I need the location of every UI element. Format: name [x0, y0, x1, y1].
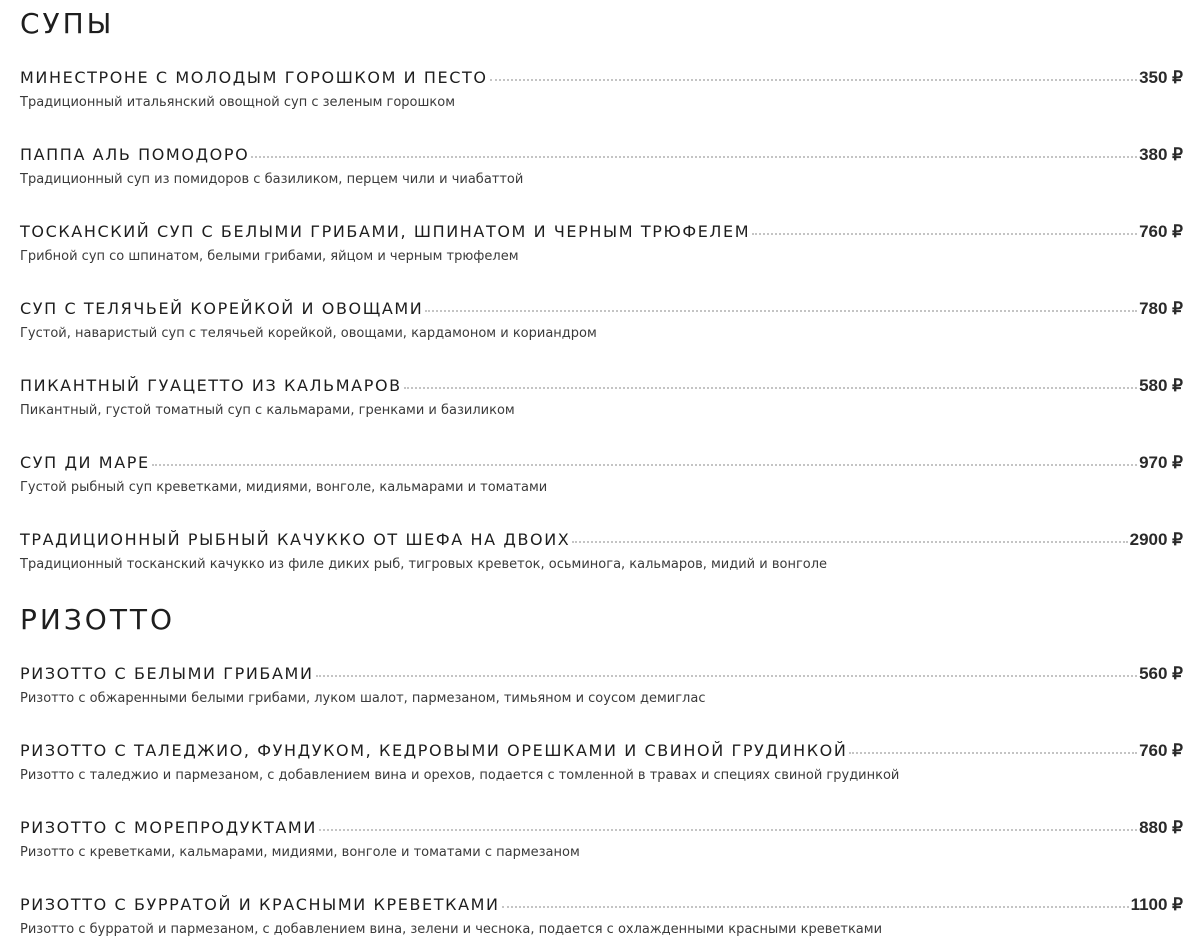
dot-leader	[572, 540, 1127, 543]
menu-item-row	[20, 453, 1183, 477]
menu-item-row	[20, 741, 1183, 765]
dot-leader	[502, 905, 1129, 908]
menu-item	[20, 376, 1183, 426]
menu-item-name: РИЗОТТО С БЕЛЫМИ ГРИБАМИ	[20, 664, 314, 683]
menu-item-name: РИЗОТТО С МОРЕПРОДУКТАМИ	[20, 818, 317, 837]
dot-leader	[425, 309, 1137, 312]
menu-item-name: СУП С ТЕЛЯЧЬЕЙ КОРЕЙКОЙ И ОВОЩАМИ	[20, 299, 424, 318]
dot-leader	[490, 78, 1137, 81]
menu-item	[20, 222, 1183, 272]
menu-item-price: 760 ₽	[1139, 222, 1183, 241]
menu-item	[20, 818, 1183, 868]
menu-item-description: Грибной суп со шпинатом, белыми грибами, яйцом и черным трюфелем	[20, 249, 519, 264]
menu-item-row	[20, 818, 1183, 842]
menu-item-description: Густой рыбный суп креветками, мидиями, вонголе, кальмарами и томатами	[20, 480, 548, 495]
menu-item	[20, 453, 1183, 503]
menu-item	[20, 299, 1183, 349]
dot-leader	[251, 155, 1137, 158]
menu-item-price: 580 ₽	[1139, 376, 1183, 395]
menu-item	[20, 741, 1183, 791]
menu-item	[20, 530, 1183, 580]
dot-leader	[316, 674, 1138, 677]
menu-item	[20, 895, 1183, 945]
menu-item-description: Ризотто с обжаренными белыми грибами, луком шалот, пармезаном, тимьяном и соусом демиглас	[20, 691, 706, 706]
menu-item	[20, 145, 1183, 195]
menu-item-description: Традиционный тосканский качукко из филе диких рыб, тигровых креветок, осьминога, кальмаров, мидий и вонголе	[20, 557, 828, 572]
menu-item-row	[20, 664, 1183, 688]
menu-item-name: ТРАДИЦИОННЫЙ РЫБНЫЙ КАЧУККО ОТ ШЕФА НА ДВОИХ	[20, 530, 571, 549]
section-title-risotto: РИЗОТТО	[20, 603, 176, 636]
dot-leader	[752, 232, 1137, 235]
menu-item-price: 350 ₽	[1139, 68, 1183, 87]
menu-item-description: Густой, наваристый суп с телячьей корейкой, овощами, кардамоном и кориандром	[20, 326, 597, 341]
menu-item-name: РИЗОТТО С БУРРАТОЙ И КРАСНЫМИ КРЕВЕТКАМИ	[20, 895, 500, 914]
menu-item-description: Ризотто с бурратой и пармезаном, с добавлением вина, зелени и чеснока, подается с охлажденными красными креветками	[20, 922, 883, 937]
menu-item	[20, 68, 1183, 118]
menu-item-price: 560 ₽	[1139, 664, 1183, 683]
menu-item-description: Традиционный суп из помидоров с базиликом, перцем чили и чиабаттой	[20, 172, 524, 187]
menu-item-description: Ризотто с таледжио и пармезаном, с добавлением вина и орехов, подается с томленной в травах и специях свиной грудинкой	[20, 768, 900, 783]
menu-item-name: СУП ДИ МАРЕ	[20, 453, 150, 472]
menu-item-name: РИЗОТТО С ТАЛЕДЖИО, ФУНДУКОМ, КЕДРОВЫМИ ОРЕШКАМИ И СВИНОЙ ГРУДИНКОЙ	[20, 741, 848, 760]
menu-item-description: Ризотто с креветками, кальмарами, мидиями, вонголе и томатами с пармезаном	[20, 845, 580, 860]
menu-item-price: 1100 ₽	[1130, 895, 1183, 914]
menu-item-row	[20, 299, 1183, 323]
menu-item-row	[20, 895, 1183, 919]
menu-item-price: 880 ₽	[1139, 818, 1183, 837]
menu-item-price: 970 ₽	[1139, 453, 1183, 472]
menu-item-description: Традиционный итальянский овощной суп с зеленым горошком	[20, 95, 456, 110]
dot-leader	[404, 386, 1137, 389]
menu-item-price: 780 ₽	[1139, 299, 1183, 318]
menu-item-row	[20, 222, 1183, 246]
menu-item	[20, 664, 1183, 714]
menu-item-name: МИНЕСТРОНЕ С МОЛОДЫМ ГОРОШКОМ И ПЕСТО	[20, 68, 488, 87]
dot-leader	[319, 828, 1137, 831]
dot-leader	[152, 463, 1137, 466]
menu-item-row	[20, 376, 1183, 400]
menu-item-description: Пикантный, густой томатный суп с кальмарами, гренками и базиликом	[20, 403, 515, 418]
menu-item-name: ТОСКАНСКИЙ СУП С БЕЛЫМИ ГРИБАМИ, ШПИНАТОМ И ЧЕРНЫМ ТРЮФЕЛЕМ	[20, 222, 751, 241]
menu-item-name: ПИКАНТНЫЙ ГУАЦЕТТО ИЗ КАЛЬМАРОВ	[20, 376, 402, 395]
menu-item-row	[20, 68, 1183, 92]
section-title-soups: СУПЫ	[20, 7, 115, 40]
menu-item-price: 2900 ₽	[1129, 530, 1183, 549]
menu-item-name: ПАППА АЛЬ ПОМОДОРО	[20, 145, 250, 164]
menu-item-price: 760 ₽	[1139, 741, 1183, 760]
menu-item-price: 380 ₽	[1139, 145, 1183, 164]
menu-item-row	[20, 145, 1183, 169]
menu-item-row	[20, 530, 1183, 554]
dot-leader	[849, 751, 1137, 754]
